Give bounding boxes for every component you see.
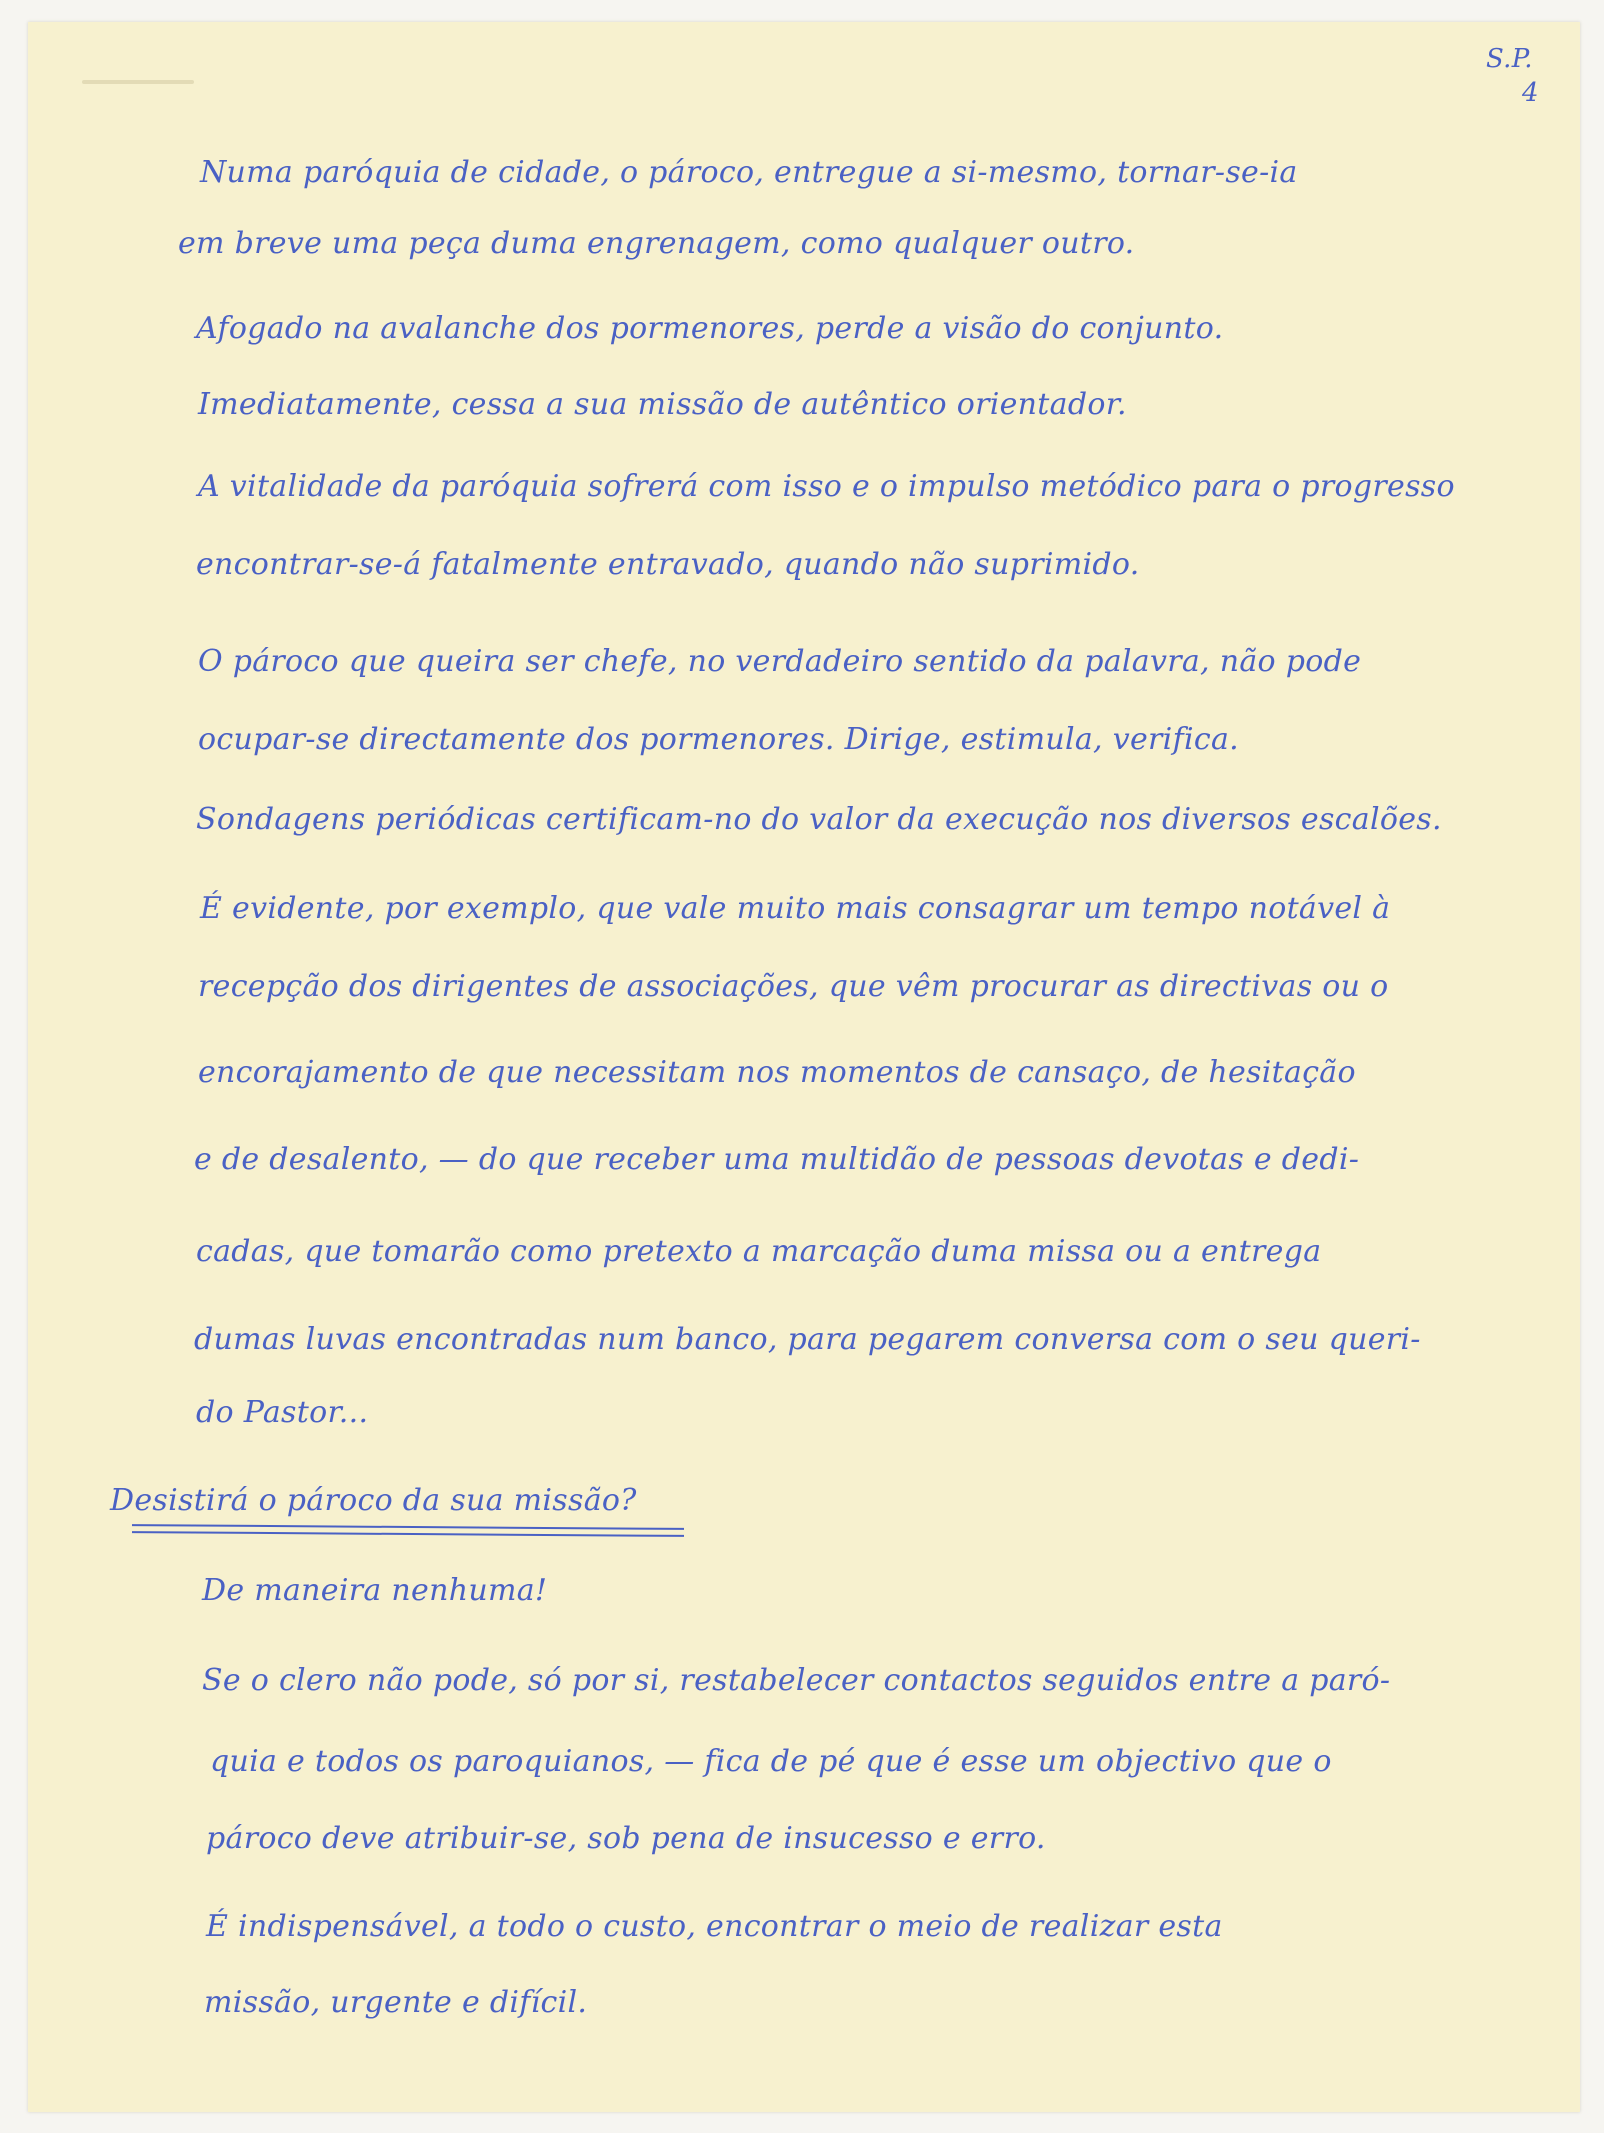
text-line-6: encontrar-se-á fatalmente entravado, quando não suprimido. xyxy=(196,547,1140,582)
text-line-13: e de desalento, — do que receber uma multidão de pessoas devotas e dedi- xyxy=(194,1142,1360,1177)
text-line-18: Se o clero não pode, só por si, restabelecer contactos seguidos entre a paró- xyxy=(202,1663,1391,1698)
page-initials: S.P. xyxy=(1486,44,1533,74)
text-line-11: recepção dos dirigentes de associações, que vêm procurar as directivas ou o xyxy=(198,969,1389,1004)
staple-mark xyxy=(82,80,194,84)
text-line-5: A vitalidade da paróquia sofrerá com isso e o impulso metódico para o progresso xyxy=(198,469,1455,504)
text-line-4: Imediatamente, cessa a sua missão de autêntico orientador. xyxy=(198,387,1127,422)
text-line-17: De maneira nenhuma! xyxy=(202,1573,548,1608)
text-line-9: Sondagens periódicas certificam-no do valor da execução nos diversos escalões. xyxy=(196,802,1442,837)
text-line-10: É evidente, por exemplo, que vale muito mais consagrar um tempo notável à xyxy=(200,891,1391,926)
text-line-8: ocupar-se directamente dos pormenores. Dirige, estimula, verifica. xyxy=(198,722,1239,757)
text-line-3: Afogado na avalanche dos pormenores, perde a visão do conjunto. xyxy=(196,311,1224,346)
text-line-20: pároco deve atribuir-se, sob pena de insucesso e erro. xyxy=(206,1821,1046,1856)
section-heading: Desistirá o pároco da sua missão? xyxy=(110,1483,637,1518)
text-line-22: missão, urgente e difícil. xyxy=(204,1985,588,2020)
text-line-21: É indispensável, a todo o custo, encontrar o meio de realizar esta xyxy=(206,1909,1223,1944)
text-line-12: encorajamento de que necessitam nos momentos de cansaço, de hesitação xyxy=(198,1055,1356,1090)
text-line-7: O pároco que queira ser chefe, no verdadeiro sentido da palavra, não pode xyxy=(198,644,1362,679)
text-line-19: quia e todos os paroquianos, — fica de pé que é esse um objectivo que o xyxy=(210,1744,1332,1779)
text-line-2: em breve uma peça duma engrenagem, como qualquer outro. xyxy=(178,226,1135,261)
text-line-15: dumas luvas encontradas num banco, para pegarem conversa com o seu queri- xyxy=(194,1322,1421,1357)
text-line-1: Numa paróquia de cidade, o pároco, entregue a si-mesmo, tornar-se-ia xyxy=(200,155,1298,190)
page-number: 4 xyxy=(1522,78,1539,108)
text-line-16: do Pastor... xyxy=(196,1395,369,1430)
text-line-14: cadas, que tomarão como pretexto a marcação duma missa ou a entrega xyxy=(196,1234,1322,1269)
